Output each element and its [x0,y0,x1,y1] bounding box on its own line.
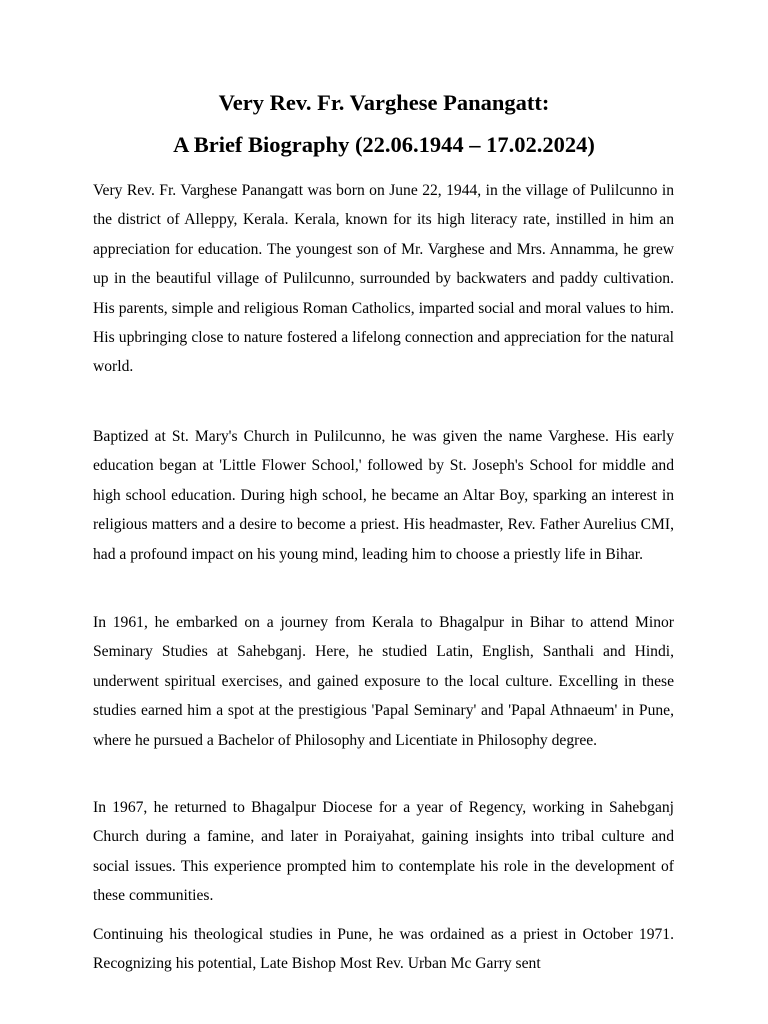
paragraph-seminary: In 1961, he embarked on a journey from Kerala to Bhagalpur in Bihar to attend Minor Seminary Studies at Sahebganj. Here, he studied Latin, English, Santhali and Hindi, underwent spiritual exercises, and gained exposure to the local culture. Excelling in these studies earned him a spot at the prestigious 'Papal Seminary' and 'Papal Athnaeum' in Pune, where he pursued a Bachelor of Philosophy and Licentiate in Philosophy degree. [93,614,674,749]
page-title: Very Rev. Fr. Varghese Panangatt: [218,90,550,115]
page-subtitle: A Brief Biography (22.06.1944 – 17.02.2024) [173,132,595,157]
paragraph-ordination: Continuing his theological studies in Pune, he was ordained as a priest in October 1971. Recognizing his potential, Late Bishop Most Rev. Urban Mc Garry sent [93,926,674,973]
paragraph-early-life: Very Rev. Fr. Varghese Panangatt was born on June 22, 1944, in the village of Pulilcunno in the district of Alleppy, Kerala. Kerala, known for its high literacy rate, instilled in him an appreciation for education. The youngest son of Mr. Varghese and Mrs. Annamma, he grew up in the beautiful village of Pulilcunno, surrounded by backwaters and paddy cultivation. His parents, simple and religious Roman Catholics, imparted social and moral values to him. His upbringing close to nature fostered a lifelong connection and appreciation for the natural world. [93,182,674,376]
paragraph-regency: In 1967, he returned to Bhagalpur Diocese for a year of Regency, working in Sahebganj Church during a famine, and later in Poraiyahat, gaining insights into tribal culture and social issues. This experience prompted him to contemplate his role in the development of these communities. [93,799,674,905]
paragraph-education: Baptized at St. Mary's Church in Pulilcunno, he was given the name Varghese. His early education began at 'Little Flower School,' followed by St. Joseph's School for middle and high school education. During high school, he became an Altar Boy, sparking an interest in religious matters and a desire to become a priest. His headmaster, Rev. Father Aurelius CMI, had a profound impact on his young mind, leading him to choose a priestly life in Bihar. [93,428,674,563]
